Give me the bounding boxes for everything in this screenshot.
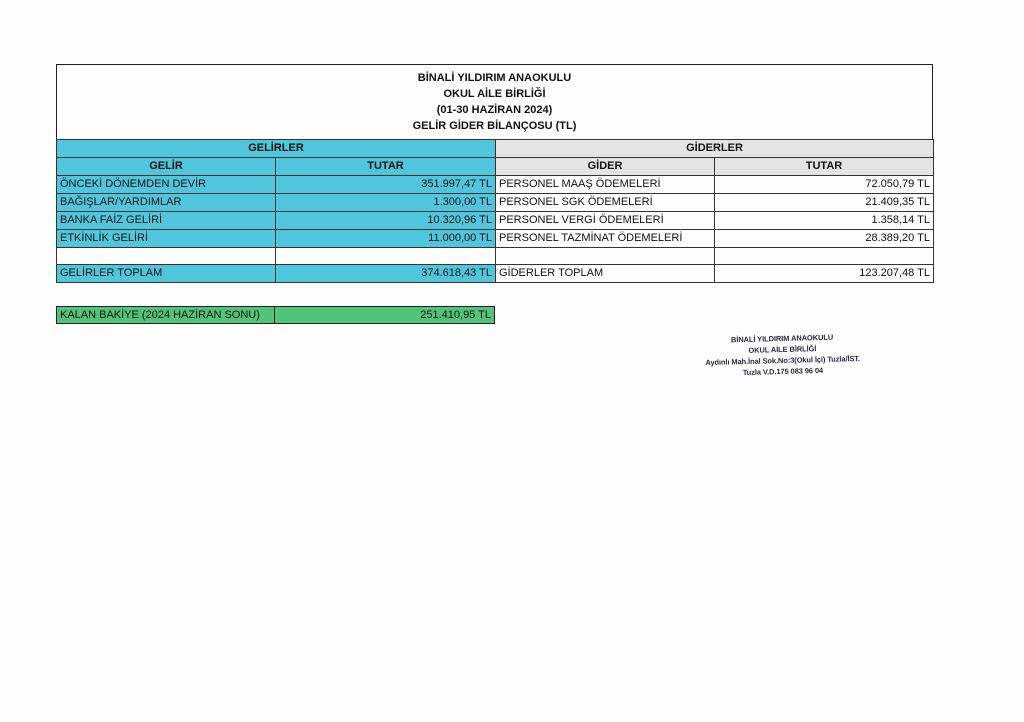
balance-amount: 251.410,95 TL — [275, 307, 494, 323]
stamp-association: OKUL AİLE BİRLİĞİ — [748, 344, 817, 355]
income-section-header: GELİRLER — [57, 140, 496, 158]
document-header — [56, 64, 933, 139]
column-header-row — [57, 158, 934, 176]
expense-amount: 28.389,20 TL — [715, 230, 934, 248]
income-item: ÖNCEKİ DÖNEMDEN DEVİR — [57, 176, 276, 194]
income-amount-header: TUTAR — [276, 158, 496, 176]
table-row — [57, 230, 934, 248]
expense-amount: 21.409,35 TL — [715, 194, 934, 212]
table-row — [57, 194, 934, 212]
stamp-address: Aydınlı Mah.İnal Sok.No:3(Okul İçi) Tuzla/İST. — [705, 353, 861, 368]
table-row — [57, 176, 934, 194]
expense-item: PERSONEL SGK ÖDEMELERİ — [496, 194, 715, 212]
balance-label: KALAN BAKİYE (2024 HAZİRAN SONU) — [57, 307, 275, 323]
income-total-amount: 374.618,43 TL — [276, 265, 496, 283]
report-period: (01-30 HAZİRAN 2024) — [436, 104, 553, 116]
expense-item: PERSONEL TAZMİNAT ÖDEMELERİ — [496, 230, 715, 248]
expense-section-header: GİDERLER — [496, 140, 934, 158]
stamp-tax-number: Tuzla V.D.175 083 96 04 — [742, 365, 824, 378]
stamp-school: BİNALİ YILDIRIM ANAOKULU — [730, 332, 834, 345]
remaining-balance — [56, 306, 495, 324]
expense-amount-header: TUTAR — [715, 158, 934, 176]
income-amount: 10.320,96 TL — [276, 212, 496, 230]
expense-item: PERSONEL VERGİ ÖDEMELERİ — [496, 212, 715, 230]
expense-amount: 1.358,14 TL — [715, 212, 934, 230]
income-total-label: GELİRLER TOPLAM — [57, 265, 276, 283]
empty-cell — [715, 248, 934, 265]
school-name: BİNALİ YILDIRIM ANAOKULU — [417, 72, 572, 84]
section-header-row — [57, 140, 934, 158]
income-item: ETKİNLİK GELİRİ — [57, 230, 276, 248]
association-stamp — [699, 331, 865, 379]
association-name: OKUL AİLE BİRLİĞİ — [443, 88, 546, 100]
report-title: GELİR GİDER BİLANÇOSU (TL) — [412, 120, 577, 132]
expense-total-label: GİDERLER TOPLAM — [496, 265, 715, 283]
balance-sheet-table — [56, 139, 934, 283]
expense-total-amount: 123.207,48 TL — [715, 265, 934, 283]
income-amount: 351.997,47 TL — [276, 176, 496, 194]
income-amount: 11.000,00 TL — [276, 230, 496, 248]
totals-row — [57, 265, 934, 283]
expense-item: PERSONEL MAAŞ ÖDEMELERİ — [496, 176, 715, 194]
empty-cell — [57, 248, 276, 265]
expense-amount: 72.050,79 TL — [715, 176, 934, 194]
expense-item-header: GİDER — [496, 158, 715, 176]
empty-row — [57, 248, 934, 265]
empty-cell — [276, 248, 496, 265]
income-amount: 1.300,00 TL — [276, 194, 496, 212]
income-item: BAĞIŞLAR/YARDIMLAR — [57, 194, 276, 212]
income-item-header: GELİR — [57, 158, 276, 176]
table-row — [57, 212, 934, 230]
empty-cell — [496, 248, 715, 265]
income-item: BANKA FAİZ GELİRİ — [57, 212, 276, 230]
